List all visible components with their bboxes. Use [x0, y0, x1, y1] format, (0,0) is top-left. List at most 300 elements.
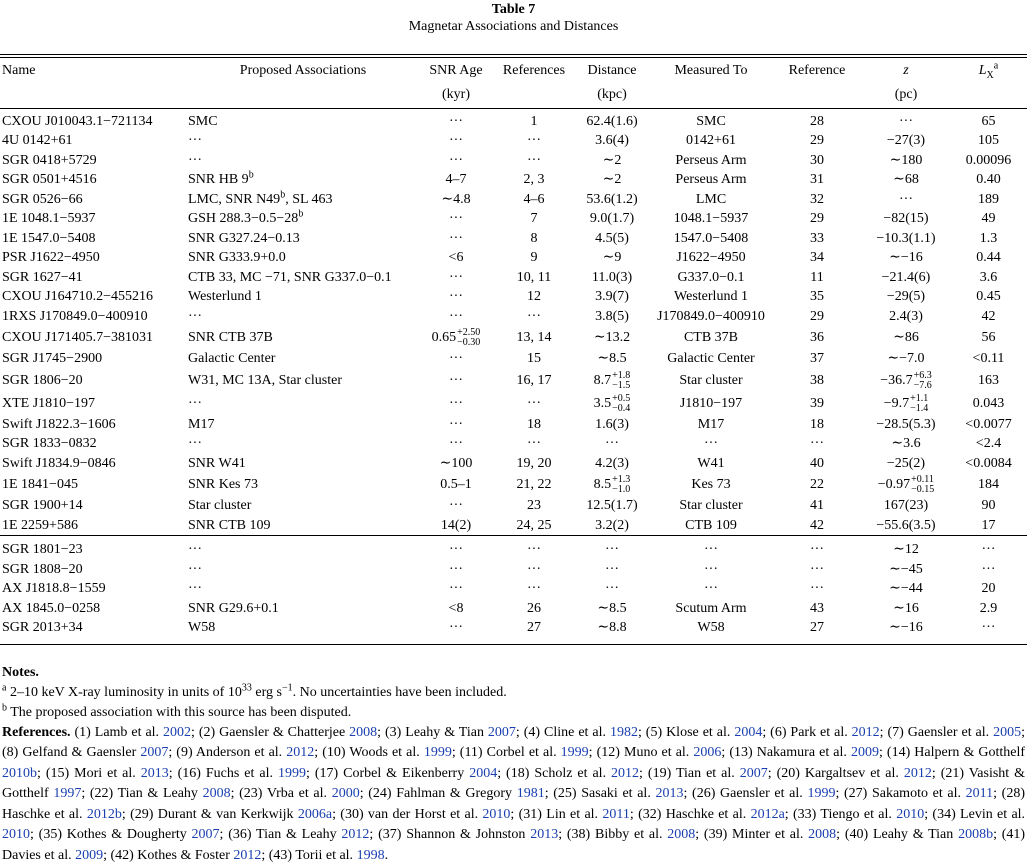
reference-year-link[interactable]: 1998 — [356, 847, 385, 863]
table-row — [0, 326, 1027, 349]
reference-year-link[interactable]: 2006 — [693, 745, 722, 761]
asymmetric-error — [612, 394, 630, 414]
cell-references: ··· — [527, 561, 541, 577]
cell-distance: ··· — [605, 581, 619, 597]
value-z: −0.97 — [877, 477, 911, 493]
cell-distance: 3.2(2) — [595, 517, 629, 533]
header-row — [0, 58, 1027, 85]
cell-distance: 3.6(4) — [595, 133, 629, 149]
reference-year-link[interactable]: 1999 — [560, 745, 589, 761]
reference-authors: (14) Halpern & Gotthelf — [886, 745, 1026, 761]
cell-snr-age: ··· — [449, 133, 463, 149]
cell-references: ··· — [494, 536, 574, 560]
table-row — [0, 392, 1027, 415]
reference-year-link[interactable]: 1982 — [609, 724, 638, 740]
value-distance: 8.5 — [593, 477, 612, 493]
reference-year-link[interactable]: 2012 — [903, 765, 932, 781]
reference-item: (26) Gaensler et al. 1999; — [692, 786, 844, 802]
reference-item: (9) Anderson et al. 2012; — [176, 745, 323, 761]
cell-lx: 0.00096 — [965, 152, 1012, 168]
asymmetric-error — [910, 394, 928, 414]
reference-item: (15) Mori et al. 2013; — [45, 765, 178, 781]
cell-associations: ··· — [188, 436, 202, 452]
reference-item: (22) Tian & Leahy 2008; — [89, 786, 240, 802]
cell-snr-age: ··· — [449, 416, 463, 432]
cell-reference: 41 — [810, 498, 824, 514]
reference-authors: (40) Leahy & Tian — [844, 827, 959, 843]
reference-year-link[interactable]: 2010 — [2, 827, 30, 843]
cell-references: ··· — [527, 395, 541, 411]
note-a-mark: a — [2, 682, 7, 694]
cell-measured-to: M17 — [697, 416, 725, 432]
reference-year-link[interactable]: 2013 — [655, 786, 684, 802]
cell-name: SGR 0501+4516 — [2, 172, 97, 188]
cell-lx: 65 — [981, 113, 996, 129]
cell-name: SGR 1801−23 — [0, 536, 188, 560]
cell-z — [862, 473, 950, 496]
cell-distance: 12.5(1.7) — [586, 498, 638, 514]
lower-error: −7.6 — [913, 379, 932, 391]
lower-error: −0.15 — [911, 484, 935, 496]
table-row — [0, 287, 1027, 307]
cell-distance — [574, 369, 650, 392]
col-associations-header: Proposed Associations — [239, 63, 367, 78]
references-heading: References. — [2, 724, 71, 740]
cell-snr-age: ··· — [449, 308, 463, 324]
cell-name: AX J1818.8−1559 — [2, 581, 106, 597]
cell-measured-to: J170849.0−400910 — [657, 308, 765, 324]
table-subtitle: Magnetar Associations and Distances — [408, 19, 619, 34]
col-snr-age-header: SNR Age — [429, 63, 483, 78]
reference-year-link[interactable]: 2000 — [331, 786, 360, 802]
cell-lx: 163 — [978, 372, 999, 388]
table-row — [0, 599, 1027, 619]
cell-references: ··· — [527, 152, 541, 168]
cell-lx: <2.4 — [975, 436, 1002, 452]
cell-reference: ··· — [810, 561, 824, 577]
reference-item: (37) Shannon & Johnston 2013; — [378, 827, 567, 843]
cell-name: 1E 1547.0−5408 — [2, 230, 96, 246]
cell-associations: ··· — [188, 308, 202, 324]
cell-name: SGR 1833−0832 — [2, 436, 97, 452]
cell-reference: 31 — [810, 172, 824, 188]
reference-year-link[interactable]: 2011 — [602, 806, 630, 822]
reference-authors: (4) Cline et al. — [523, 724, 610, 740]
reference-authors: (42) Kothes & Foster — [110, 847, 234, 863]
reference-authors: (35) Kothes & Dougherty — [38, 827, 192, 843]
reference-item: (24) Fahlman & Gregory 1981; — [368, 786, 554, 802]
cell-reference: 37 — [810, 351, 824, 367]
reference-year-link[interactable]: 2004 — [734, 724, 763, 740]
reference-year-link[interactable]: 2007 — [140, 745, 169, 761]
reference-authors: (21) Vasisht & Gotthelf — [2, 765, 1026, 802]
table-row — [0, 108, 1027, 131]
cell-distance: ··· — [574, 536, 650, 560]
reference-authors: (23) Vrba et al. — [239, 786, 332, 802]
cell-reference: 36 — [810, 330, 824, 346]
cell-z: ∼3.6 — [891, 436, 921, 452]
asymmetric-error — [612, 475, 630, 495]
cell-measured-to: J1810−197 — [679, 395, 743, 411]
cell-associations: W31, MC 13A, Star cluster — [188, 372, 342, 388]
cell-name: 1RXS J170849.0−400910 — [2, 308, 148, 324]
cell-distance: 9.0(1.7) — [589, 211, 635, 227]
reference-item: (19) Tian et al. 2007; — [647, 765, 777, 781]
cell-associations: SNR Kes 73 — [188, 477, 259, 493]
cell-associations — [188, 170, 418, 190]
reference-authors: (36) Tian & Leahy — [228, 827, 342, 843]
cell-z: ··· — [899, 191, 913, 207]
cell-measured-to: Star cluster — [679, 372, 743, 388]
reference-year-link[interactable]: 2004 — [469, 765, 498, 781]
table-notes — [0, 663, 1027, 723]
reference-authors: (22) Tian & Leahy — [89, 786, 203, 802]
upper-error: +6.3 — [913, 369, 932, 381]
lower-error: −0.4 — [612, 402, 631, 414]
cell-references: ··· — [527, 581, 541, 597]
reference-year-link[interactable]: 2011 — [965, 786, 994, 802]
table-row — [0, 190, 1027, 210]
reference-year-link[interactable]: 2002 — [163, 724, 191, 740]
note-b-text: The proposed association with this source has been disputed. — [10, 704, 352, 720]
cell-reference: 33 — [810, 230, 824, 246]
cell-references: 19, 20 — [516, 455, 552, 471]
cell-references: 23 — [527, 498, 541, 514]
cell-measured-to: W41 — [697, 455, 725, 471]
cell-references: 10, 11 — [516, 269, 552, 285]
reference-year-link[interactable]: 2007 — [191, 827, 220, 843]
cell-associations: W58 — [188, 618, 418, 644]
cell-distance: ∼9 — [602, 250, 622, 266]
cell-lx: <0.0084 — [965, 455, 1012, 471]
cell-associations — [188, 209, 418, 229]
cell-name: SGR 1806−20 — [2, 372, 83, 388]
reference-item: (34) Levin et al. 2010; — [2, 806, 1026, 843]
note-a-exp2: −1 — [281, 682, 293, 694]
cell-reference: 39 — [810, 395, 824, 411]
cell-measured-to: Kes 73 — [691, 477, 731, 493]
cell-measured-to: Perseus Arm — [675, 172, 747, 188]
reference-year-link[interactable]: 2007 — [487, 724, 516, 740]
reference-authors: (18) Scholz et al. — [506, 765, 612, 781]
reference-year-link[interactable]: 2008 — [202, 786, 231, 802]
cell-snr-age: ··· — [449, 230, 463, 246]
reference-year-link[interactable]: 1981 — [516, 786, 545, 802]
cell-distance: ∼8.8 — [574, 618, 650, 644]
upper-error: +1.1 — [910, 392, 929, 404]
cell-lx: 56 — [981, 330, 996, 346]
reference-year-link[interactable]: 2006a — [297, 806, 333, 822]
reference-year-link[interactable]: 2012 — [341, 827, 370, 843]
cell-snr-age: <6 — [448, 250, 464, 266]
cell-reference: 22 — [810, 477, 824, 493]
cell-associations: ··· — [188, 561, 202, 577]
cell-snr-age: ∼4.8 — [441, 191, 471, 207]
reference-year-link[interactable]: 2010 — [482, 806, 511, 822]
cell-name: PSR J1622−4950 — [2, 250, 100, 266]
cell-measured-to: CTB 37B — [683, 330, 739, 346]
reference-year-link[interactable]: 2010 — [896, 806, 925, 822]
reference-item: (5) Klose et al. 2004; — [645, 724, 771, 740]
table-caption — [0, 1, 1027, 36]
cell-name: Swift J1834.9−0846 — [2, 455, 116, 471]
asymmetric-error — [911, 475, 934, 495]
reference-item: (32) Haschke et al. 2012a; — [638, 806, 793, 822]
reference-authors: (10) Woods et al. — [322, 745, 424, 761]
cell-reference: 40 — [810, 455, 824, 471]
reference-item: (27) Sakamoto et al. 2011; — [843, 786, 1002, 802]
cell-lx: <0.0077 — [965, 416, 1012, 432]
cell-lx: 1.3 — [979, 230, 998, 246]
reference-authors: (30) van der Horst et al. — [340, 806, 483, 822]
cell-references: 24, 25 — [516, 517, 552, 533]
reference-year-link[interactable]: 2012a — [750, 806, 785, 822]
cell-snr-age: ∼100 — [439, 455, 473, 471]
reference-authors: (26) Gaensler et al. — [692, 786, 808, 802]
upper-error: +1.3 — [612, 474, 631, 486]
cell-lx: 0.40 — [976, 172, 1001, 188]
cell-associations: SNR W41 — [188, 455, 246, 471]
cell-references: 1 — [530, 113, 538, 129]
reference-authors: (19) Tian et al. — [647, 765, 740, 781]
reference-item: (40) Leahy & Tian 2008b; — [844, 827, 1002, 843]
upper-error: +0.11 — [911, 474, 934, 486]
reference-year-link[interactable]: 2013 — [140, 765, 169, 781]
reference-item: (31) Lin et al. 2011; — [518, 806, 639, 822]
cell-distance: ∼2 — [602, 152, 622, 168]
reference-year-link[interactable]: 2008 — [349, 724, 378, 740]
cell-reference: 28 — [810, 113, 824, 129]
magnetar-table — [0, 58, 1027, 645]
reference-authors: (11) Corbel et al. — [459, 745, 561, 761]
table-row — [0, 268, 1027, 288]
reference-item: (43) Torii et al. 1998. — [268, 847, 389, 863]
cell-name: SGR 1900+14 — [2, 498, 83, 514]
cell-measured-to: G337.0−0.1 — [677, 269, 745, 285]
cell-references: 21, 22 — [516, 477, 552, 493]
cell-references: 12 — [527, 289, 541, 305]
reference-authors: (34) Levin et al. — [932, 806, 1026, 822]
reference-authors: (16) Fuchs et al. — [177, 765, 278, 781]
cell-reference: ··· — [810, 581, 824, 597]
reference-item: (38) Bibby et al. 2008; — [566, 827, 704, 843]
cell-associations: SNR G327.24−0.13 — [188, 230, 300, 246]
reference-year-link[interactable]: 2008b — [958, 827, 994, 843]
reference-item: (30) van der Horst et al. 2010; — [340, 806, 519, 822]
cell-reference: 34 — [810, 250, 824, 266]
reference-item: (29) Durant & van Kerkwijk 2006a; — [130, 806, 341, 822]
table-title: Table 7 — [491, 2, 536, 17]
table-row — [0, 579, 1027, 599]
reference-year-link[interactable]: 2008 — [667, 827, 696, 843]
cell-name: AX 1845.0−0258 — [2, 600, 101, 616]
cell-reference: 42 — [810, 517, 824, 533]
reference-year-link[interactable]: 2012b — [86, 806, 122, 822]
cell-name: SGR 1808−20 — [2, 561, 83, 577]
header-units-row — [0, 85, 1027, 109]
disputed-note-mark: b — [298, 208, 304, 220]
table-row — [0, 415, 1027, 435]
cell-distance: ∼13.2 — [593, 330, 631, 346]
cell-reference: 29 — [810, 308, 824, 324]
distance-unit: (kpc) — [574, 85, 650, 109]
reference-year-link[interactable]: 2008 — [808, 827, 837, 843]
cell-lx: 105 — [978, 133, 999, 149]
note-a-text: 2–10 keV X-ray luminosity in units of 10 — [9, 684, 242, 700]
cell-references: 9 — [530, 250, 538, 266]
reference-authors: (1) Lamb et al. — [74, 724, 163, 740]
cell-snr-age: ··· — [449, 289, 463, 305]
cell-measured-to: Galactic Center — [667, 351, 755, 367]
cell-references: 18 — [527, 416, 541, 432]
reference-year-link[interactable]: 2013 — [530, 827, 559, 843]
cell-measured-to: Westerlund 1 — [674, 289, 748, 305]
cell-distance: 1.6(3) — [595, 416, 629, 432]
reference-authors: (7) Gaensler et al. — [887, 724, 994, 740]
col-z-header — [862, 58, 950, 85]
value-associations: GSH 288.3−0.5−28 — [188, 211, 299, 227]
cell-measured-to: Perseus Arm — [675, 152, 747, 168]
reference-item: (25) Sasaki et al. 2013; — [553, 786, 693, 802]
cell-lx: 49 — [981, 211, 996, 227]
reference-item: (14) Halpern & Gotthelf 2010b; — [2, 745, 1026, 781]
reference-item: (18) Scholz et al. 2012; — [506, 765, 648, 781]
asymmetric-error — [612, 371, 630, 391]
cell-snr-age: <8 — [448, 600, 464, 616]
cell-z: ∼16 — [893, 600, 919, 616]
table-row — [0, 496, 1027, 516]
cell-lx: 42 — [981, 308, 996, 324]
lower-error: −1.0 — [612, 484, 631, 496]
cell-reference: 35 — [810, 289, 824, 305]
cell-snr-age: ··· — [449, 351, 463, 367]
cell-z: 167(23) — [883, 498, 929, 514]
table-row — [0, 454, 1027, 474]
cell-z — [862, 392, 950, 415]
disputed-note-mark: b — [248, 169, 254, 181]
cell-z: ∼12 — [862, 536, 950, 560]
reference-item: (4) Cline et al. 1982; — [523, 724, 646, 740]
cell-references: 4–6 — [523, 191, 545, 207]
cell-snr-age: ··· — [449, 561, 463, 577]
cell-distance: ∼8.5 — [597, 600, 627, 616]
cell-measured-to: 0142+61 — [686, 133, 736, 149]
cell-snr-age: ··· — [449, 211, 463, 227]
cell-z: −29(5) — [886, 289, 926, 305]
reference-year-link[interactable]: 2010b — [2, 765, 37, 781]
cell-associations: Galactic Center — [188, 351, 276, 367]
reference-item: (10) Woods et al. 1999; — [322, 745, 460, 761]
note-b-mark: b — [2, 702, 7, 714]
reference-authors: (33) Tiengo et al. — [793, 806, 897, 822]
cell-associations: ··· — [188, 536, 418, 560]
cell-reference: 30 — [810, 152, 824, 168]
reference-authors: (41) Davies et al. — [2, 827, 1026, 863]
cell-references: ··· — [527, 308, 541, 324]
cell-references: 15 — [527, 351, 541, 367]
cell-associations: Star cluster — [188, 498, 252, 514]
cell-lx: 90 — [981, 498, 996, 514]
asymmetric-error — [914, 371, 932, 391]
cell-name: SGR 1627−41 — [2, 269, 83, 285]
cell-lx: 3.6 — [979, 269, 998, 285]
cell-reference: 43 — [810, 600, 824, 616]
col-lx-header — [950, 58, 1027, 85]
reference-item: (1) Lamb et al. 2002; — [74, 724, 199, 740]
lx-symbol: L — [978, 63, 987, 78]
reference-year-link[interactable]: 2012 — [286, 745, 315, 761]
cell-lx: <0.11 — [972, 351, 1005, 367]
upper-error: +1.8 — [612, 369, 631, 381]
reference-year-link[interactable]: 1997 — [53, 786, 82, 802]
cell-references: 8 — [530, 230, 538, 246]
reference-authors: (29) Durant & van Kerkwijk — [130, 806, 298, 822]
reference-item: (23) Vrba et al. 2000; — [239, 786, 369, 802]
reference-year-link[interactable]: 2009 — [850, 745, 879, 761]
reference-authors: (3) Leahy & Tian — [385, 724, 488, 740]
cell-lx: 20 — [981, 581, 996, 597]
z-unit: (pc) — [862, 85, 950, 109]
cell-distance: ∼2 — [602, 172, 622, 188]
cell-distance: 3.8(5) — [595, 308, 629, 324]
cell-lx: 0.45 — [976, 289, 1001, 305]
cell-lx: ··· — [981, 561, 996, 577]
reference-year-link[interactable]: 1999 — [423, 745, 452, 761]
reference-year-link[interactable]: 2012 — [611, 765, 640, 781]
cell-measured-to: ··· — [650, 536, 772, 560]
cell-measured-to: CTB 109 — [685, 517, 737, 533]
col-distance-header: Distance — [587, 63, 637, 78]
reference-item: (8) Gelfand & Gaensler 2007; — [2, 745, 177, 761]
cell-snr-age: ··· — [449, 152, 463, 168]
reference-item: (11) Corbel et al. 1999; — [459, 745, 597, 761]
col-references-header: References — [502, 63, 566, 78]
cell-measured-to: ··· — [704, 561, 718, 577]
reference-item: (42) Kothes & Foster 2012; — [110, 847, 269, 863]
cell-lx: ··· — [950, 536, 1027, 560]
reference-year-link[interactable]: 1999 — [277, 765, 306, 781]
reference-year-link[interactable]: 2012 — [233, 847, 262, 863]
value-associations: SNR HB 9 — [188, 172, 249, 188]
reference-item: (20) Kargaltsev et al. 2012; — [776, 765, 941, 781]
cell-distance: 4.5(5) — [595, 230, 629, 246]
reference-year-link[interactable]: 2012 — [851, 724, 880, 740]
cell-z: ∼68 — [893, 172, 919, 188]
col-measured-to-header: Measured To — [674, 63, 748, 78]
cell-associations: SNR CTB 109 — [188, 517, 271, 533]
cell-z: −55.6(3.5) — [876, 517, 936, 533]
cell-associations: CTB 33, MC −71, SNR G337.0−0.1 — [188, 269, 392, 285]
reference-item: (41) Davies et al. 2009; — [2, 827, 1026, 863]
table-row — [0, 473, 1027, 496]
reference-year-link[interactable]: 2005 — [993, 724, 1022, 740]
cell-lx: 2.9 — [979, 600, 998, 616]
reference-authors: (8) Gelfand & Gaensler — [2, 745, 141, 761]
cell-name: 1E 1841−045 — [2, 477, 78, 493]
cell-distance — [574, 392, 650, 415]
reference-year-link[interactable]: 2009 — [75, 847, 104, 863]
table-row — [0, 229, 1027, 249]
cell-z: ∼−7.0 — [887, 351, 925, 367]
reference-authors: (13) Nakamura et al. — [729, 745, 851, 761]
reference-year-link[interactable]: 2007 — [739, 765, 768, 781]
table-row — [0, 307, 1027, 327]
cell-z: −27(3) — [886, 133, 926, 149]
table-row — [0, 131, 1027, 151]
reference-year-link[interactable]: 1999 — [807, 786, 836, 802]
reference-authors: (6) Park et al. — [770, 724, 852, 740]
cell-z: −28.5(5.3) — [876, 416, 936, 432]
